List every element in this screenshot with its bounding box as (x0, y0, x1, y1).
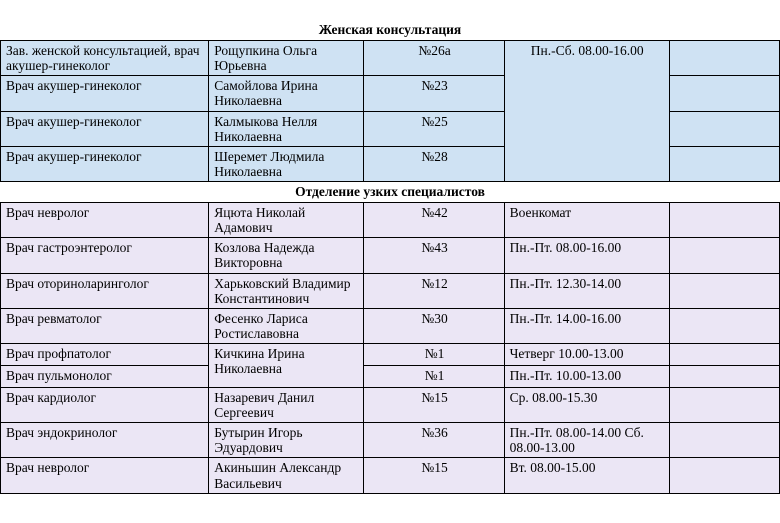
cell-name: Харьковский Владимир Константинович (209, 273, 364, 308)
cell-position: Врач оториноларинголог (1, 273, 209, 308)
section-title: Женская консультация (1, 0, 780, 41)
cell-position: Врач пульмонолог (1, 365, 209, 387)
cell-room: №12 (364, 273, 504, 308)
cell-note (669, 308, 779, 343)
cell-schedule: Вт. 08.00-15.00 (504, 458, 669, 493)
cell-name: Акиньшин Александр Васильевич (209, 458, 364, 493)
table-row (1, 343, 780, 365)
cell-name: Яцюта Николай Адамович (209, 203, 364, 238)
section-title: Отделение узких специалистов (1, 181, 780, 202)
cell-room: №15 (364, 458, 504, 493)
cell-position: Врач кардиолог (1, 387, 209, 422)
cell-note (669, 423, 779, 458)
cell-room: №30 (364, 308, 504, 343)
cell-position: Зав. женской консультацией, врач акушер-гинеколог (1, 41, 209, 76)
table-row (1, 41, 780, 76)
cell-position: Врач гастроэнтеролог (1, 238, 209, 273)
cell-schedule: Четверг 10.00-13.00 (504, 343, 669, 365)
cell-schedule: Военкомат (504, 203, 669, 238)
cell-room: №43 (364, 238, 504, 273)
cell-schedule: Пн.-Пт. 08.00-14.00 Сб. 08.00-13.00 (504, 423, 669, 458)
table-row (1, 365, 780, 387)
table-row (1, 308, 780, 343)
cell-schedule: Пн.-Пт. 14.00-16.00 (504, 308, 669, 343)
cell-schedule: Пн.-Пт. 12.30-14.00 (504, 273, 669, 308)
cell-note (669, 273, 779, 308)
cell-note (669, 76, 779, 111)
cell-name: Кичкина Ирина Николаевна (209, 343, 364, 387)
cell-room: №36 (364, 423, 504, 458)
table-row (1, 458, 780, 493)
cell-note (669, 203, 779, 238)
cell-room: №25 (364, 111, 504, 146)
cell-position: Врач невролог (1, 203, 209, 238)
cell-name: Шеремет Людмила Николаевна (209, 146, 364, 181)
cell-note (669, 343, 779, 365)
cell-position: Врач акушер-гинеколог (1, 111, 209, 146)
cell-note (669, 111, 779, 146)
cell-name: Козлова Надежда Викторовна (209, 238, 364, 273)
cell-note (669, 365, 779, 387)
cell-name: Калмыкова Нелля Николаевна (209, 111, 364, 146)
cell-room: №42 (364, 203, 504, 238)
cell-note (669, 458, 779, 493)
cell-name: Рощупкина Ольга Юрьевна (209, 41, 364, 76)
cell-position: Врач акушер-гинеколог (1, 146, 209, 181)
cell-room: №1 (364, 365, 504, 387)
cell-name: Бутырин Игорь Эдуардович (209, 423, 364, 458)
section-header-row (1, 181, 780, 202)
table-row (1, 387, 780, 422)
cell-name: Самойлова Ирина Николаевна (209, 76, 364, 111)
cell-schedule: Пн.-Пт. 08.00-16.00 (504, 238, 669, 273)
cell-name: Фесенко Лариса Ростиславовна (209, 308, 364, 343)
cell-position: Врач акушер-гинеколог (1, 76, 209, 111)
cell-name: Назаревич Данил Сергеевич (209, 387, 364, 422)
cell-position: Врач профпатолог (1, 343, 209, 365)
cell-note (669, 41, 779, 76)
cell-note (669, 146, 779, 181)
cell-room: №26а (364, 41, 504, 76)
table-row (1, 273, 780, 308)
cell-position: Врач эндокринолог (1, 423, 209, 458)
table-row (1, 423, 780, 458)
cell-note (669, 238, 779, 273)
cell-room: №15 (364, 387, 504, 422)
cell-position: Врач ревматолог (1, 308, 209, 343)
cell-note (669, 387, 779, 422)
cell-position: Врач невролог (1, 458, 209, 493)
cell-schedule: Ср. 08.00-15.30 (504, 387, 669, 422)
cell-room: №23 (364, 76, 504, 111)
table-row (1, 203, 780, 238)
cell-schedule: Пн.-Сб. 08.00-16.00 (504, 41, 669, 182)
table-row (1, 238, 780, 273)
cell-schedule: Пн.-Пт. 10.00-13.00 (504, 365, 669, 387)
section-header-row (1, 0, 780, 41)
cell-room: №1 (364, 343, 504, 365)
cell-room: №28 (364, 146, 504, 181)
